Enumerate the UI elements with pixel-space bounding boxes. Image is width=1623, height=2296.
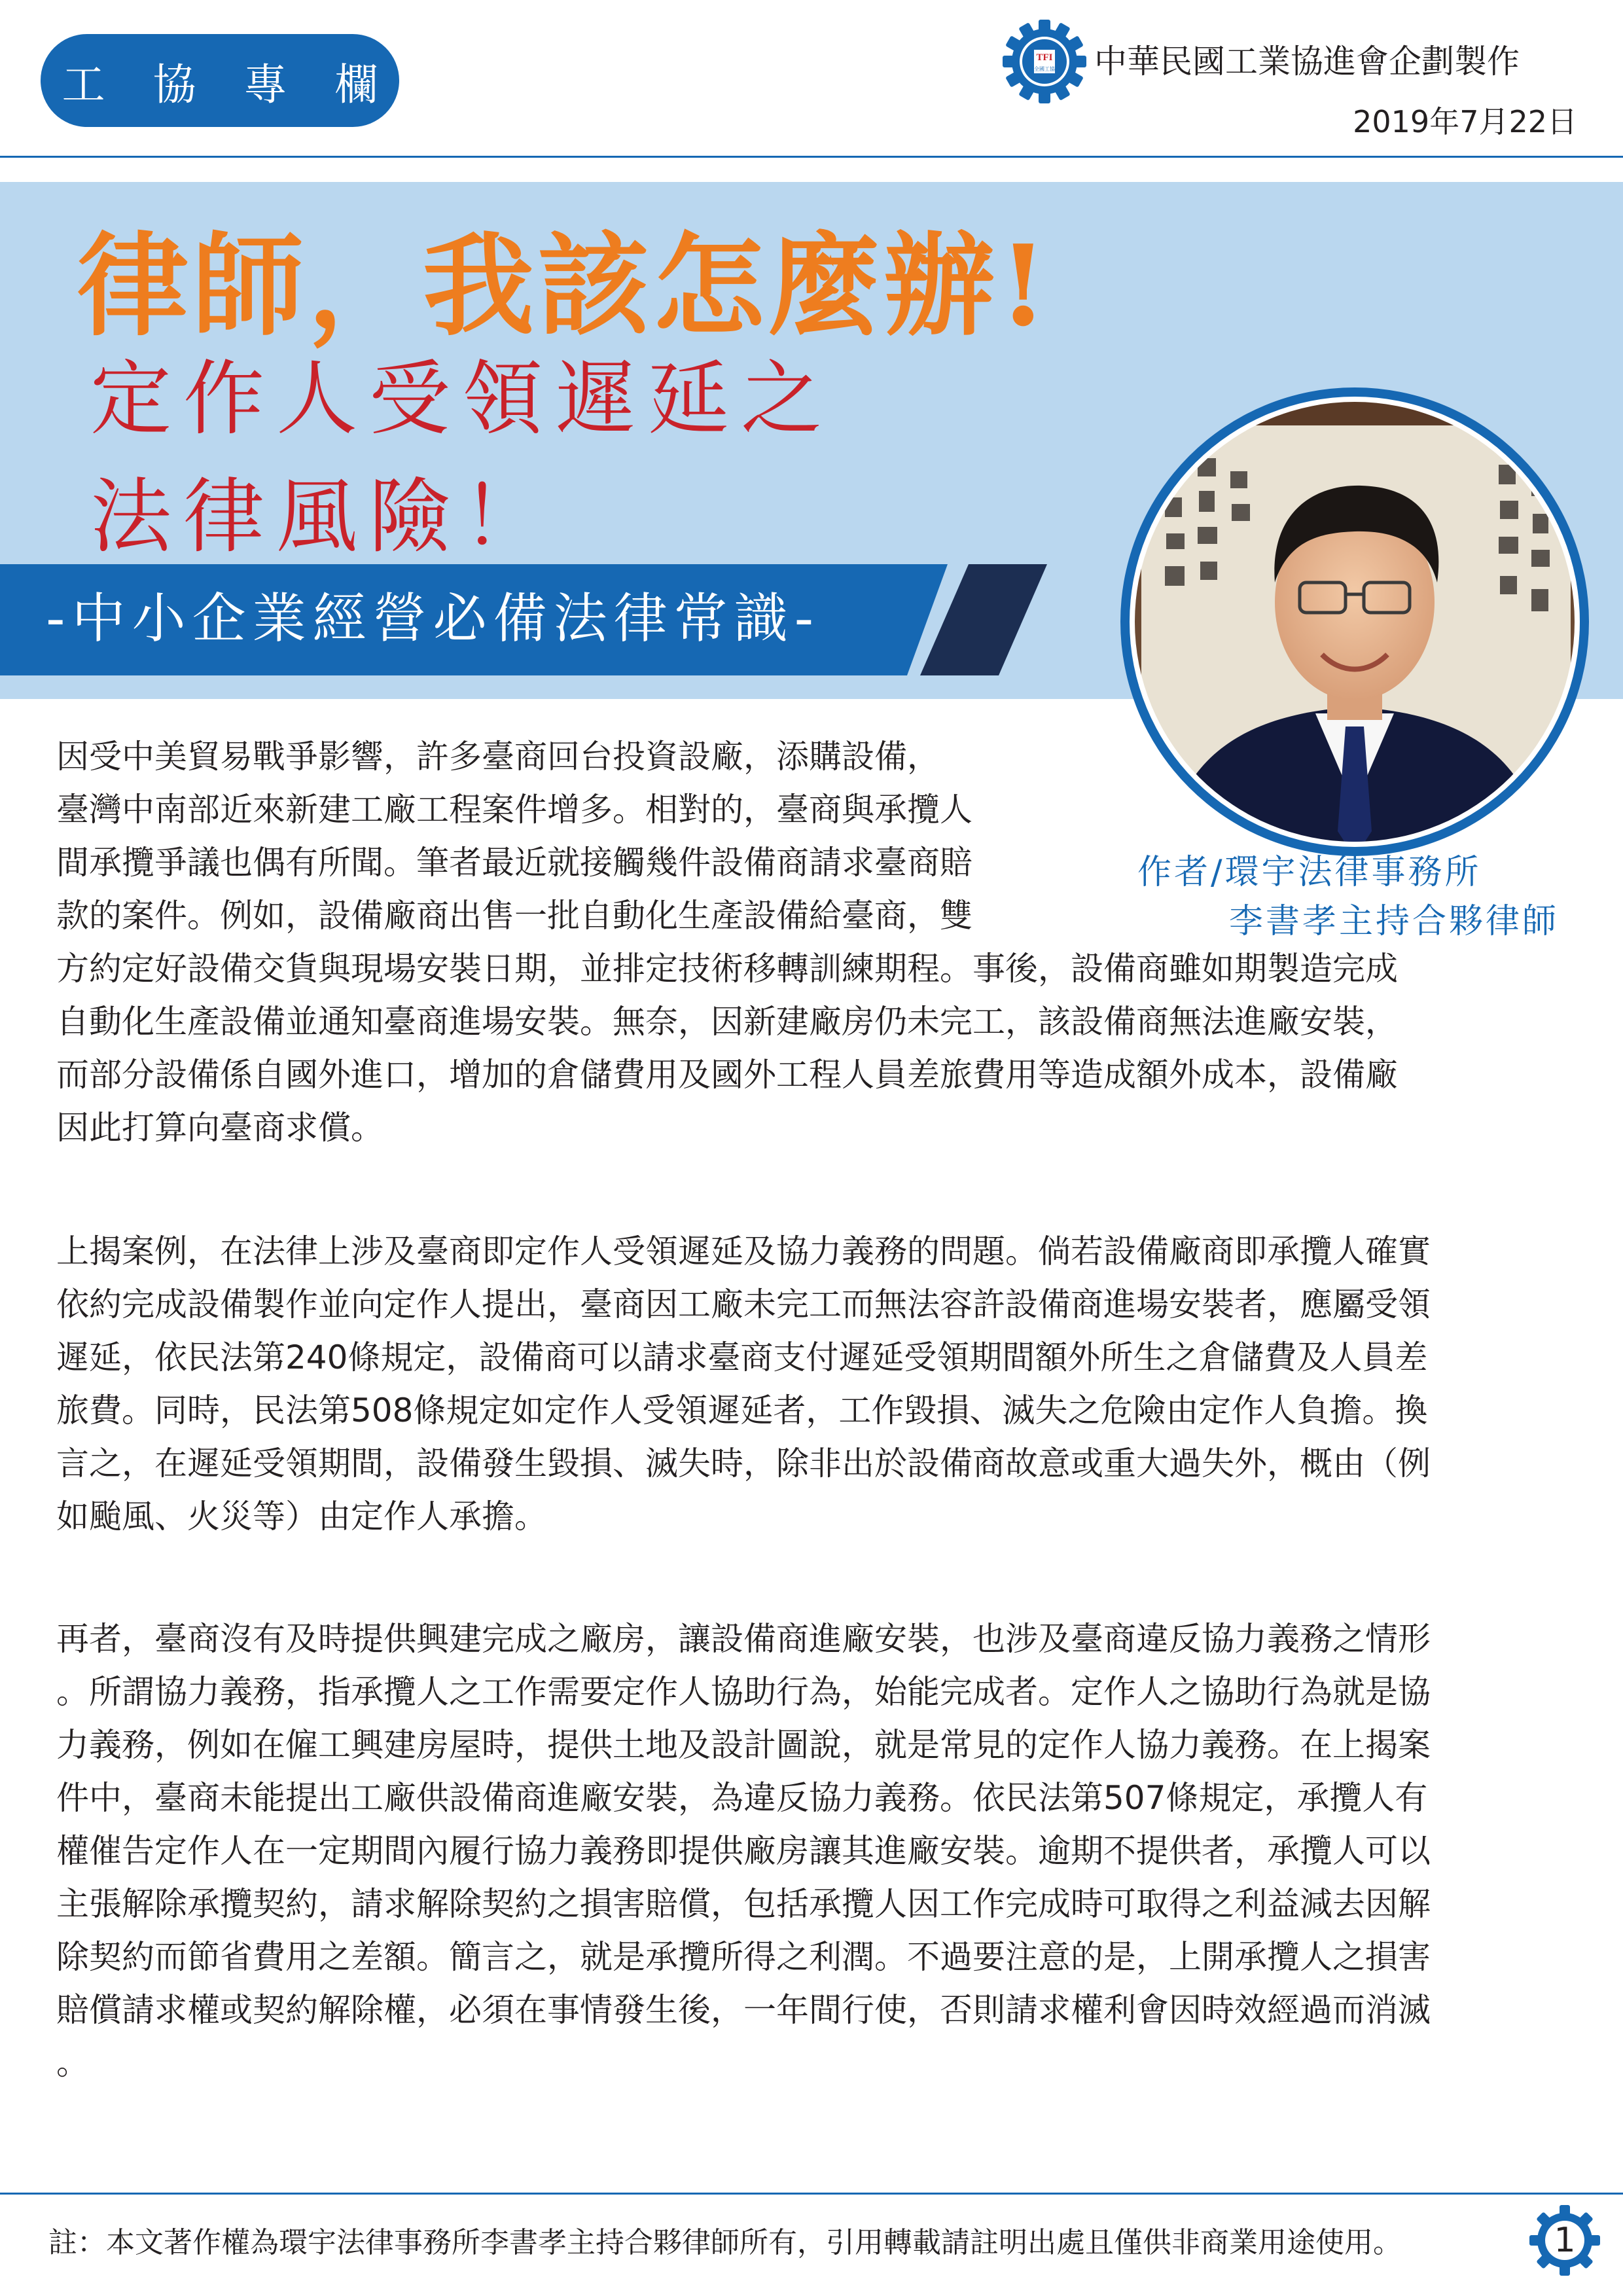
text-line: 再者，臺商沒有及時提供興建完成之廠房，讓設備商進廠安裝，也涉及臺商違反協力義務之情形 bbox=[56, 1620, 1431, 1658]
text-line: 力義務，例如在僱工興建房屋時，提供土地及設計圖說，就是常見的定作人協力義務。在上揭案 bbox=[56, 1726, 1431, 1764]
text-line: 。 bbox=[56, 2044, 89, 2082]
logo-text-top: TFI bbox=[1036, 52, 1053, 63]
text-line: 主張解除承攬契約，請求解除契約之損害賠償，包括承攬人因工作完成時可取得之利益減去因解 bbox=[56, 1885, 1431, 1923]
text-line: 如颱風、火災等）由定作人承擔。 bbox=[56, 1498, 547, 1535]
text-line: 間承攬爭議也偶有所聞。筆者最近就接觸幾件設備商請求臺商賠 bbox=[56, 844, 972, 882]
article-title: 律師，我該怎麼辦! bbox=[77, 221, 1052, 351]
text-line: 件中，臺商未能提出工廠供設備商進廠安裝，為違反協力義務。依民法第507條規定，承攬人有 bbox=[56, 1779, 1428, 1817]
page-number: 1 bbox=[1554, 2221, 1576, 2260]
text-line: 自動化生產設備並通知臺商進場安裝。無奈，因新建廠房仍未完工，該設備商無法進廠安裝， bbox=[56, 1003, 1398, 1041]
text-line: 遲延，依民法第240條規定，設備商可以請求臺商支付遲延受領期間額外所生之倉儲費及人員差 bbox=[56, 1338, 1428, 1376]
text-line: 言之，在遲延受領期間，設備發生毀損、滅失時，除非出於設備商故意或重大過失外，概由（例 bbox=[56, 1444, 1431, 1482]
text-line: 權催告定作人在一定期間內履行協力義務即提供廠房讓其進廠安裝。逾期不提供者，承攬人可以 bbox=[56, 1832, 1431, 1870]
footer-divider bbox=[0, 2193, 1623, 2195]
logo-text-bottom: 全國工協 bbox=[1034, 66, 1055, 72]
article-paragraph-1 bbox=[56, 730, 1555, 1155]
text-line: 款的案件。例如，設備廠商出售一批自動化生產設備給臺商，雙 bbox=[56, 897, 972, 935]
article-paragraph-3 bbox=[56, 1613, 1555, 2090]
header-divider bbox=[0, 156, 1623, 158]
text-line: 因受中美貿易戰爭影響，許多臺商回台投資設廠，添購設備， bbox=[56, 738, 940, 776]
text-line: 旅費。同時，民法第508條規定如定作人受領遲延者，工作毀損、滅失之危險由定作人負擔。換 bbox=[56, 1391, 1428, 1429]
tagline: -中小企業經營必備法律常識- bbox=[46, 588, 821, 650]
org-name: 中華民國工業協進會企劃製作 bbox=[1094, 43, 1520, 81]
article-subtitle-line1: 定作人受領遲延之 bbox=[90, 352, 834, 446]
text-line: 而部分設備係自國外進口，增加的倉儲費用及國外工程人員差旅費用等造成額外成本，設備廠 bbox=[56, 1056, 1398, 1094]
copyright-note: 註：本文著作權為環宇法律事務所李書孝主持合夥律師所有，引用轉載請註明出處且僅供非商業用途使用。 bbox=[48, 2226, 1402, 2259]
publish-date: 2019年7月22日 bbox=[1353, 104, 1577, 139]
column-badge bbox=[41, 34, 399, 127]
article-paragraph-2 bbox=[56, 1225, 1555, 1543]
text-line: 除契約而節省費用之差額。簡言之，就是承攬所得之利潤。不過要注意的是，上開承攬人之損害 bbox=[56, 1938, 1431, 1976]
text-line: 因此打算向臺商求償。 bbox=[56, 1109, 383, 1147]
column-label: 工 協 專 欄 bbox=[62, 59, 395, 110]
text-line: 。所謂協力義務，指承攬人之工作需要定作人協助行為，始能完成者。定作人之協助行為就是協 bbox=[56, 1673, 1431, 1711]
text-line: 上揭案例，在法律上涉及臺商即定作人受領遲延及協力義務的問題。倘若設備廠商即承攬人確實 bbox=[56, 1232, 1431, 1270]
author-affiliation: 作者/環宇法律事務所 bbox=[1137, 853, 1482, 892]
author-name-title: 李書孝主持合夥律師 bbox=[1229, 902, 1560, 941]
text-line: 方約定好設備交貨與現場安裝日期，並排定技術移轉訓練期程。事後，設備商雖如期製造完成 bbox=[56, 950, 1398, 988]
text-line: 臺灣中南部近來新建工廠工程案件增多。相對的，臺商與承攬人 bbox=[56, 791, 972, 829]
text-line: 賠償請求權或契約解除權，必須在事情發生後，一年間行使，否則請求權利會因時效經過而消滅 bbox=[56, 1991, 1431, 2029]
article-subtitle-line2: 法律風險！ bbox=[90, 470, 556, 564]
org-gear-logo-icon bbox=[1001, 18, 1088, 105]
text-line: 依約完成設備製作並向定作人提出，臺商因工廠未完工而無法容許設備商進場安裝者，應屬受領 bbox=[56, 1285, 1431, 1323]
